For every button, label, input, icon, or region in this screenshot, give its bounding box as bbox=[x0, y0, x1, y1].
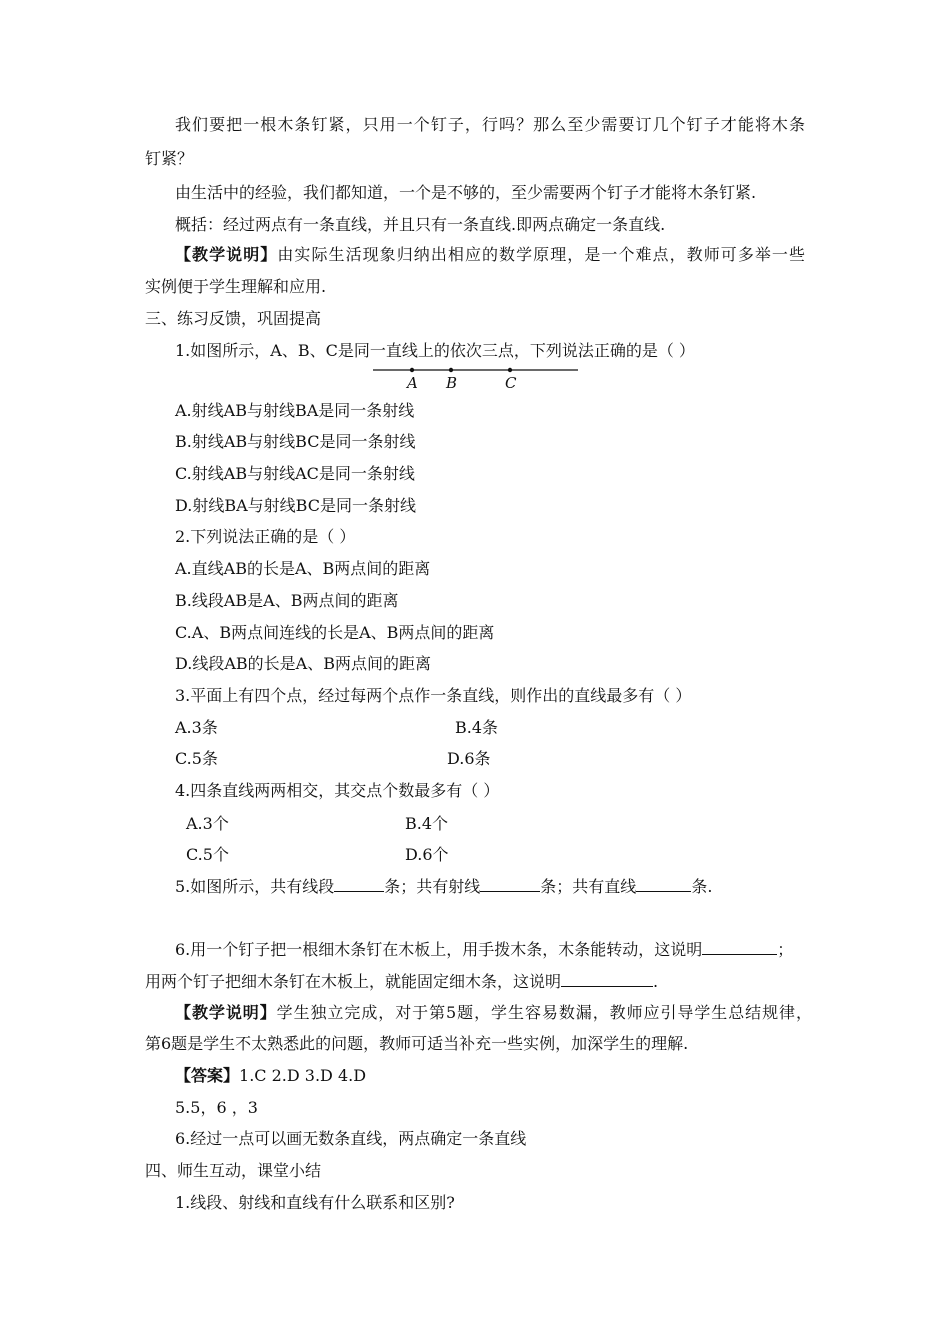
q1-option-c: C.射线AB与射线AC是同一条射线 bbox=[175, 464, 415, 483]
q5-text-3: 条；共有直线 bbox=[540, 877, 637, 896]
q3-option-b: B.4条 bbox=[455, 718, 499, 737]
q3-option-d: D.6条 bbox=[447, 749, 491, 768]
answer-line-1 bbox=[175, 1066, 366, 1086]
q6-blank-2[interactable] bbox=[561, 971, 653, 987]
q3-option-a: A.3条 bbox=[175, 718, 218, 737]
intro-paragraph-2: 由生活中的经验，我们都知道，一个是不够的，至少需要两个钉子才能将木条钉紧. bbox=[175, 183, 757, 202]
teaching-note-2-line-1 bbox=[175, 1003, 812, 1023]
q2-stem: 2.下列说法正确的是（ ） bbox=[175, 527, 356, 546]
q6-text-2-end: . bbox=[653, 972, 659, 991]
q1-stem: 1.如图所示，A、B、C是同一直线上的依次三点，下列说法正确的是（ ） bbox=[175, 341, 695, 360]
q6-text-1: 6.用一个钉子把一根细木条钉在木板上，用手拨木条，木条能转动，这说明 bbox=[175, 940, 703, 959]
summary-question-1: 1.线段、射线和直线有什么联系和区别? bbox=[175, 1193, 455, 1212]
point-c bbox=[508, 368, 512, 372]
teaching-note-text: 由实际生活现象归纳出相应的数学原理，是一个难点，教师可多举一些 bbox=[277, 245, 805, 264]
q5-blank-segments[interactable] bbox=[334, 876, 384, 892]
teaching-note-1-line-1 bbox=[175, 245, 805, 265]
teaching-note-tag: 【教学说明】 bbox=[175, 245, 278, 264]
q1-option-b: B.射线AB与射线BC是同一条射线 bbox=[175, 432, 416, 451]
teaching-note-2-text: 学生独立完成，对于第5题，学生容易数漏，教师应引导学生总结规律， bbox=[276, 1003, 812, 1022]
q2-option-c: C.A、B两点间连线的长是A、B两点间的距离 bbox=[175, 623, 495, 642]
q4-option-d: D.6个 bbox=[405, 845, 449, 864]
q1-option-d: D.射线BA与射线BC是同一条射线 bbox=[175, 496, 416, 515]
answer-line-2: 5.5，6 ，3 bbox=[175, 1098, 258, 1117]
collinear-points-figure bbox=[370, 362, 585, 392]
teaching-note-2-line-2: 第6题是学生不太熟悉此的问题，教师可适当补充一些实例，加深学生的理解. bbox=[145, 1034, 689, 1053]
point-a-label: A bbox=[407, 374, 418, 392]
q5-text-2: 条；共有射线 bbox=[384, 877, 481, 896]
section-4-heading: 四、师生互动，课堂小结 bbox=[145, 1161, 322, 1180]
q1-option-a: A.射线AB与射线BA是同一条射线 bbox=[175, 401, 415, 420]
answer-text-1: 1.C 2.D 3.D 4.D bbox=[239, 1066, 367, 1085]
q2-option-d: D.线段AB的长是A、B两点间的距离 bbox=[175, 654, 431, 673]
q6-line-1 bbox=[175, 939, 793, 960]
answer-tag: 【答案】 bbox=[175, 1066, 240, 1085]
point-c-label: C bbox=[505, 374, 517, 392]
intro-paragraph-3: 概括：经过两点有一条直线，并且只有一条直线.即两点确定一条直线. bbox=[175, 215, 666, 234]
intro-paragraph-1-line-2: 钉紧？ bbox=[145, 149, 194, 168]
q4-option-b: B.4个 bbox=[405, 814, 449, 833]
q5-line bbox=[175, 876, 712, 897]
section-3-heading: 三、练习反馈，巩固提高 bbox=[145, 309, 322, 328]
q6-blank-1[interactable] bbox=[702, 939, 777, 955]
teaching-note-1-line-2: 实例便于学生理解和应用. bbox=[145, 277, 327, 296]
q4-stem: 4.四条直线两两相交，其交点个数最多有（ ） bbox=[175, 781, 500, 800]
q4-option-a: A.3个 bbox=[186, 814, 229, 833]
q2-option-b: B.线段AB是A、B两点间的距离 bbox=[175, 591, 399, 610]
q3-option-c: C.5条 bbox=[175, 749, 218, 768]
teaching-note-2-tag: 【教学说明】 bbox=[175, 1003, 277, 1022]
q5-text-1: 5.如图所示，共有线段 bbox=[175, 877, 335, 896]
q6-line-2 bbox=[145, 971, 658, 992]
answer-line-3: 6.经过一点可以画无数条直线，两点确定一条直线 bbox=[175, 1129, 527, 1148]
q5-text-4: 条. bbox=[691, 877, 713, 896]
q6-text-2: 用两个钉子把细木条钉在木板上，就能固定细木条，这说明 bbox=[145, 972, 562, 991]
intro-paragraph-1-line-1: 我们要把一根木条钉紧，只用一个钉子，行吗？那么至少需要订几个钉子才能将木条 bbox=[175, 115, 805, 134]
point-b bbox=[449, 368, 453, 372]
point-b-label: B bbox=[446, 374, 458, 392]
q5-blank-lines[interactable] bbox=[636, 876, 691, 892]
q2-option-a: A.直线AB的长是A、B两点间的距离 bbox=[175, 559, 431, 578]
point-a bbox=[410, 368, 414, 372]
q5-blank-rays[interactable] bbox=[480, 876, 540, 892]
q4-option-c: C.5个 bbox=[186, 845, 229, 864]
q6-text-1-end: ； bbox=[777, 940, 794, 959]
q3-stem: 3.平面上有四个点，经过每两个点作一条直线，则作出的直线最多有（ ） bbox=[175, 686, 692, 705]
